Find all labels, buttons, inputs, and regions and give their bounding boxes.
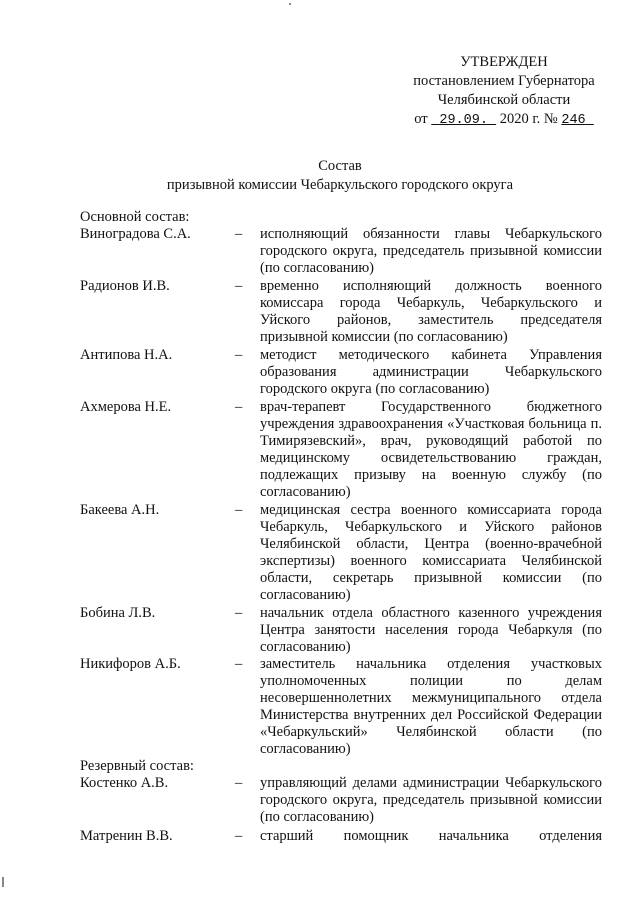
approval-line-1: постановлением Губернатора: [413, 73, 595, 89]
approval-date-line: [398, 110, 610, 130]
scan-speck: [2, 877, 4, 887]
main-composition-label: Основной состав:: [80, 209, 190, 225]
member-name: Радионов И.В.: [80, 278, 170, 294]
decree-number: 246: [561, 113, 586, 128]
date-prefix: от: [414, 111, 428, 127]
reserve-composition-label: Резервный состав:: [80, 758, 194, 774]
member-role: медицинская сестра военного комиссариата города Чебаркуль, Чебаркульского и Уйского районов Челябинской области, Центра (военно-врачебной экспертизы) военного комиссариата Челябинской области, секретарь призывной комиссии (по согласованию): [260, 502, 602, 603]
approval-heading: УТВЕРЖДЕН: [460, 54, 548, 70]
member-role: управляющий делами администрации Чебаркульского городского округа, председатель призывной комиссии (по согласованию): [260, 775, 602, 825]
member-name: Бакеева А.Н.: [80, 502, 160, 518]
member-role: методист методического кабинета Управления образования администрации Чебаркульского городского округа (по согласованию): [260, 347, 602, 397]
member-dash: –: [235, 347, 243, 363]
member-dash: –: [235, 399, 243, 415]
member-dash: –: [235, 828, 243, 844]
member-name: Матренин В.В.: [80, 828, 173, 844]
member-row: [80, 775, 602, 826]
title-line-1: Состав: [318, 158, 362, 174]
approval-line-2: Челябинской области: [437, 92, 571, 108]
member-dash: –: [235, 278, 243, 294]
member-row: [80, 399, 602, 501]
member-name: Антипова Н.А.: [80, 347, 173, 363]
member-dash: –: [235, 226, 243, 242]
member-row: [80, 347, 602, 398]
member-dash: –: [235, 656, 243, 672]
member-name: Виноградова С.А.: [80, 226, 191, 242]
date-value: 29.09.: [439, 113, 488, 128]
member-role: начальник отдела областного казенного учреждения Центра занятости населения города Чебаркуля (по согласованию): [260, 605, 602, 655]
member-row: [80, 278, 602, 346]
member-name: Ахмерова Н.Е.: [80, 399, 172, 415]
title-line-2: призывной комиссии Чебаркульского городского округа: [166, 177, 514, 193]
member-role: временно исполняющий должность военного комиссара города Чебаркуль, Чебаркульского и Уйского районов, заместитель председателя призывной комиссии (по согласованию): [260, 278, 602, 345]
scan-speck: [289, 3, 291, 5]
member-role: заместитель начальника отделения участковых уполномоченных полиции по делам несовершеннолетних межмуниципального отдела Министерства внутренних дел Российской Федерации «Чебаркульский» Челябинской области (по согласованию): [260, 656, 602, 757]
member-dash: –: [235, 775, 243, 791]
year-text: 2020 г. №: [499, 111, 558, 127]
member-dash: –: [235, 502, 243, 518]
member-role: врач-терапевт Государственного бюджетного учреждения здравоохранения «Участковая больница п. Тимирязевский», врач, руководящий работой по медицинскому освидетельствованию граждан, подлежащих призыву на военную службу (по согласованию): [260, 399, 602, 500]
member-row: [80, 656, 602, 758]
member-role: старший помощник начальника отделения: [260, 828, 602, 844]
document-title: [80, 157, 600, 195]
approval-stamp: [398, 53, 610, 130]
member-row: [80, 605, 602, 656]
member-row: [80, 828, 602, 845]
member-row: [80, 502, 602, 604]
member-name: Никифоров А.Б.: [80, 656, 181, 672]
member-row: [80, 226, 602, 277]
member-dash: –: [235, 605, 243, 621]
member-name: Костенко А.В.: [80, 775, 169, 791]
member-role: исполняющий обязанности главы Чебаркульского городского округа, председатель призывной комиссии (по согласованию): [260, 226, 602, 276]
member-name: Бобина Л.В.: [80, 605, 156, 621]
